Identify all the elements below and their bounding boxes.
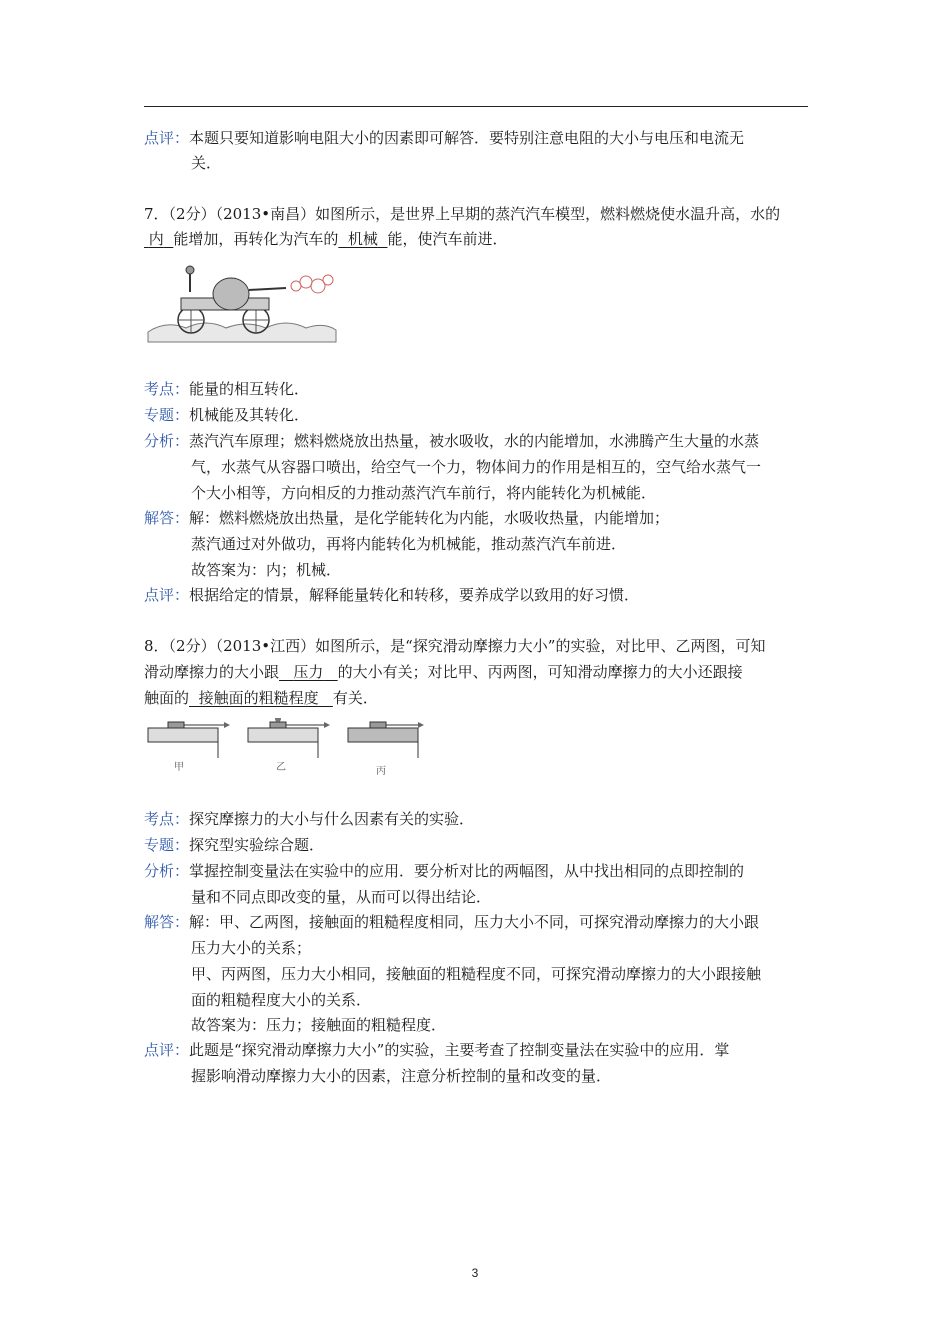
q7-jieda-3: 故答案为：内；机械．	[191, 561, 342, 579]
q8-jieda-3: 甲、丙两图，压力大小相同，接触面的粗糙程度不同，可探究滑动摩擦力的大小跟接触	[191, 965, 762, 983]
q7-stem-line-2: 内 能增加，再转化为汽车的 机械 能，使汽车前进．	[144, 229, 507, 249]
q8-jieda-5: 故答案为：压力；接触面的粗糙程度．	[191, 1016, 447, 1034]
q7-fenxi-2: 气，水蒸气从容器口喷出，给空气一个力，物体间力的作用是相互的，空气给水蒸气一	[191, 458, 762, 476]
q8-answer-blank-1: 压力	[293, 663, 324, 681]
q8-jieda-4: 面的粗糙程度大小的关系．	[191, 991, 372, 1009]
figure-panel-c	[348, 722, 424, 758]
q8-jieda-2: 压力大小的关系；	[191, 939, 312, 957]
q7-stem-line-1: 7．（2分）（2013•南昌）如图所示，是世界上早期的蒸汽汽车模型，燃料燃烧使水温升高，水的	[144, 205, 781, 223]
q8-fenxi-2: 量和不同点即改变的量，从而可以得出结论．	[191, 888, 492, 906]
review-tag: 点评：	[144, 129, 190, 147]
q7-fenxi: 分析：蒸汽汽车原理；燃料燃烧放出热量，被水吸收，水的内能增加，水沸腾产生大量的水蒸	[144, 432, 760, 450]
q7-dianping: 点评：根据给定的情景，解释能量转化和转移，要养成学以致用的好习惯．	[144, 586, 640, 604]
figure-label-bing: 丙	[376, 766, 386, 777]
review-line	[144, 128, 744, 148]
header-rule	[144, 106, 808, 107]
q7-kaodian: 考点：能量的相互转化．	[144, 380, 310, 398]
q8-dianping-2: 握影响滑动摩擦力大小的因素，注意分析控制的量和改变的量．	[191, 1067, 612, 1085]
q8-kaodian: 考点：探究摩擦力的大小与什么因素有关的实验．	[144, 810, 475, 828]
figure-label-jia: 甲	[174, 762, 184, 773]
page-number: 3	[471, 1266, 479, 1280]
figure-panel-b	[248, 718, 330, 758]
q8-answer-blank-2: 接触面的粗糙程度	[198, 689, 319, 707]
q8-stem-line-1: 8．（2分）（2013•江西）如图所示，是“探究滑动摩擦力大小”的实验，对比甲、乙两图，可知	[144, 637, 766, 655]
review-line-2: 关．	[191, 154, 222, 172]
q8-stem-line-3: 触面的 接触面的粗糙程度 有关．	[144, 689, 378, 707]
q7-jieda-2: 蒸汽通过对外做功，再将内能转化为机械能，推动蒸汽汽车前进．	[191, 535, 627, 553]
friction-experiment-figure	[146, 718, 426, 776]
q8-dianping: 点评：此题是“探究滑动摩擦力大小”的实验，主要考查了控制变量法在实验中的应用．掌	[144, 1041, 730, 1059]
review-text: 本题只要知道影响电阻大小的因素即可解答．要特别注意电阻的大小与电压和电流无	[189, 129, 745, 147]
q7-jieda: 解答：解：燃料燃烧放出热量，是化学能转化为内能，水吸收热量，内能增加；	[144, 509, 670, 527]
figure-label-yi: 乙	[276, 762, 286, 773]
q8-fenxi: 分析：掌握控制变量法在实验中的应用．要分析对比的两幅图，从中找出相同的点即控制的	[144, 862, 745, 880]
q8-jieda: 解答：解：甲、乙两图，接触面的粗糙程度相同，压力大小不同，可探究滑动摩擦力的大小跟	[144, 913, 760, 931]
q7-fenxi-3: 个大小相等，方向相反的力推动蒸汽汽车前行，将内能转化为机械能．	[191, 484, 657, 502]
q7-zhuanti: 专题：机械能及其转化．	[144, 406, 310, 424]
q8-zhuanti: 专题：探究型实验综合题．	[144, 836, 325, 854]
steam-car-figure	[146, 262, 338, 344]
q7-answer-blank-1: 内	[148, 230, 164, 248]
q7-answer-blank-2: 机械	[347, 230, 378, 248]
q8-stem-line-2: 滑动摩擦力的大小跟 压力 的大小有关；对比甲、丙两图，可知滑动摩擦力的大小还跟接	[144, 663, 743, 681]
figure-panel-a	[148, 722, 230, 758]
